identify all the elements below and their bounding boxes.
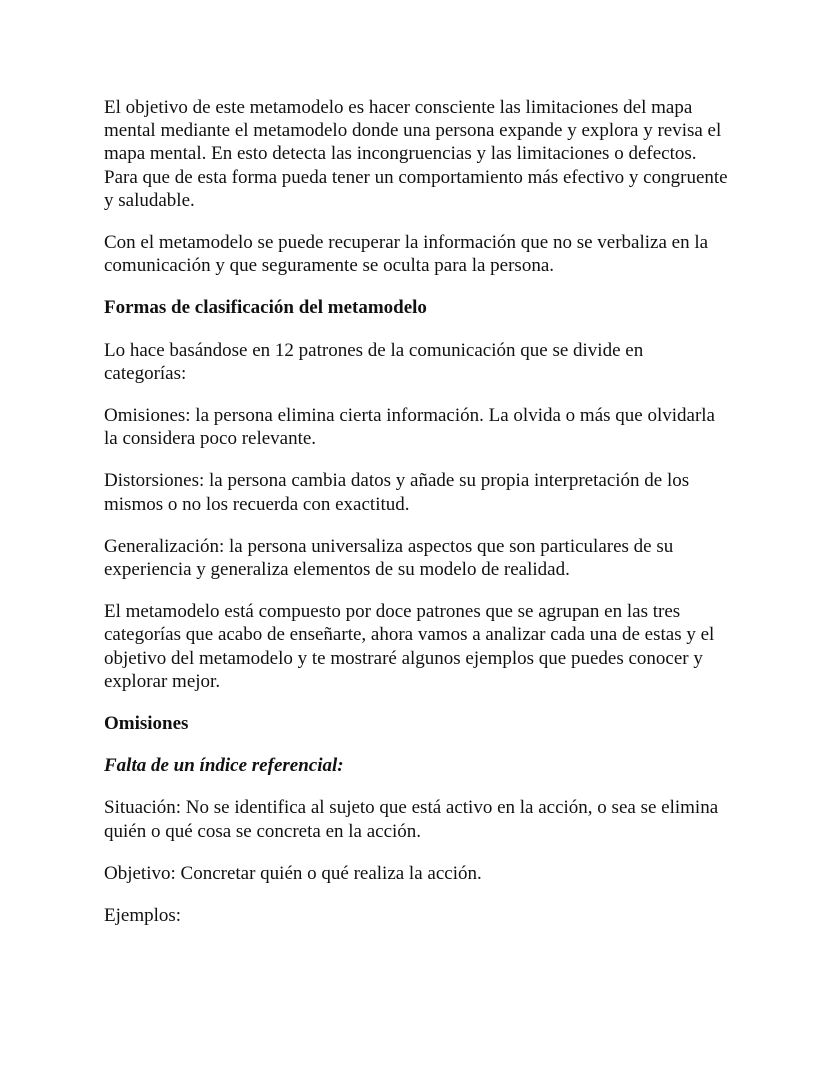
paragraph-omisiones: Omisiones: la persona elimina cierta información. La olvida o más que olvidarla la considera poco relevante. <box>104 405 715 450</box>
paragraph-objetivo: El objetivo de este metamodelo es hacer consciente las limitaciones del mapa mental mediante el metamodelo donde una persona expande y explora y revisa el mapa mental. En esto detecta las incongruencias y las limitaciones o defectos. Para que de esta forma pueda tener un comportamiento más efectivo y congruente y saludable. <box>104 97 728 211</box>
document-body <box>104 96 729 946</box>
paragraph-recuperar: Con el metamodelo se puede recuperar la información que no se verbaliza en la comunicación y que seguramente se oculta para la persona. <box>104 232 709 277</box>
paragraph-objetivo-concretar: Objetivo: Concretar quién o qué realiza la acción. <box>104 862 482 884</box>
subheading-indice-referencial: Falta de un índice referencial: <box>104 755 344 777</box>
heading-formas-clasificacion: Formas de clasificación del metamodelo <box>104 297 427 319</box>
paragraph-patrones: Lo hace basándose en 12 patrones de la comunicación que se divide en categorías: <box>104 339 644 384</box>
heading-omisiones: Omisiones <box>104 713 189 735</box>
paragraph-generalizacion: Generalización: la persona universaliza aspectos que son particulares de su experiencia y generaliza elementos de su modelo de realidad. <box>104 535 674 581</box>
paragraph-distorsiones: Distorsiones: la persona cambia datos y añade su propia interpretación de los mismos o no los recuerda con exactitud. <box>104 470 690 515</box>
paragraph-ejemplos: Ejemplos: <box>104 905 182 927</box>
paragraph-doce-patrones: El metamodelo está compuesto por doce patrones que se agrupan en las tres categorías que acabo de enseñarte, ahora vamos a analizar cada una de estas y el objetivo del metamodelo y te mostraré algunos ejemplos que puedes conocer y explorar mejor. <box>104 601 715 692</box>
paragraph-situacion: Situación: No se identifica al sujeto que está activo en la acción, o sea se elimina quién o qué cosa se concreta en la acción. <box>104 797 719 842</box>
